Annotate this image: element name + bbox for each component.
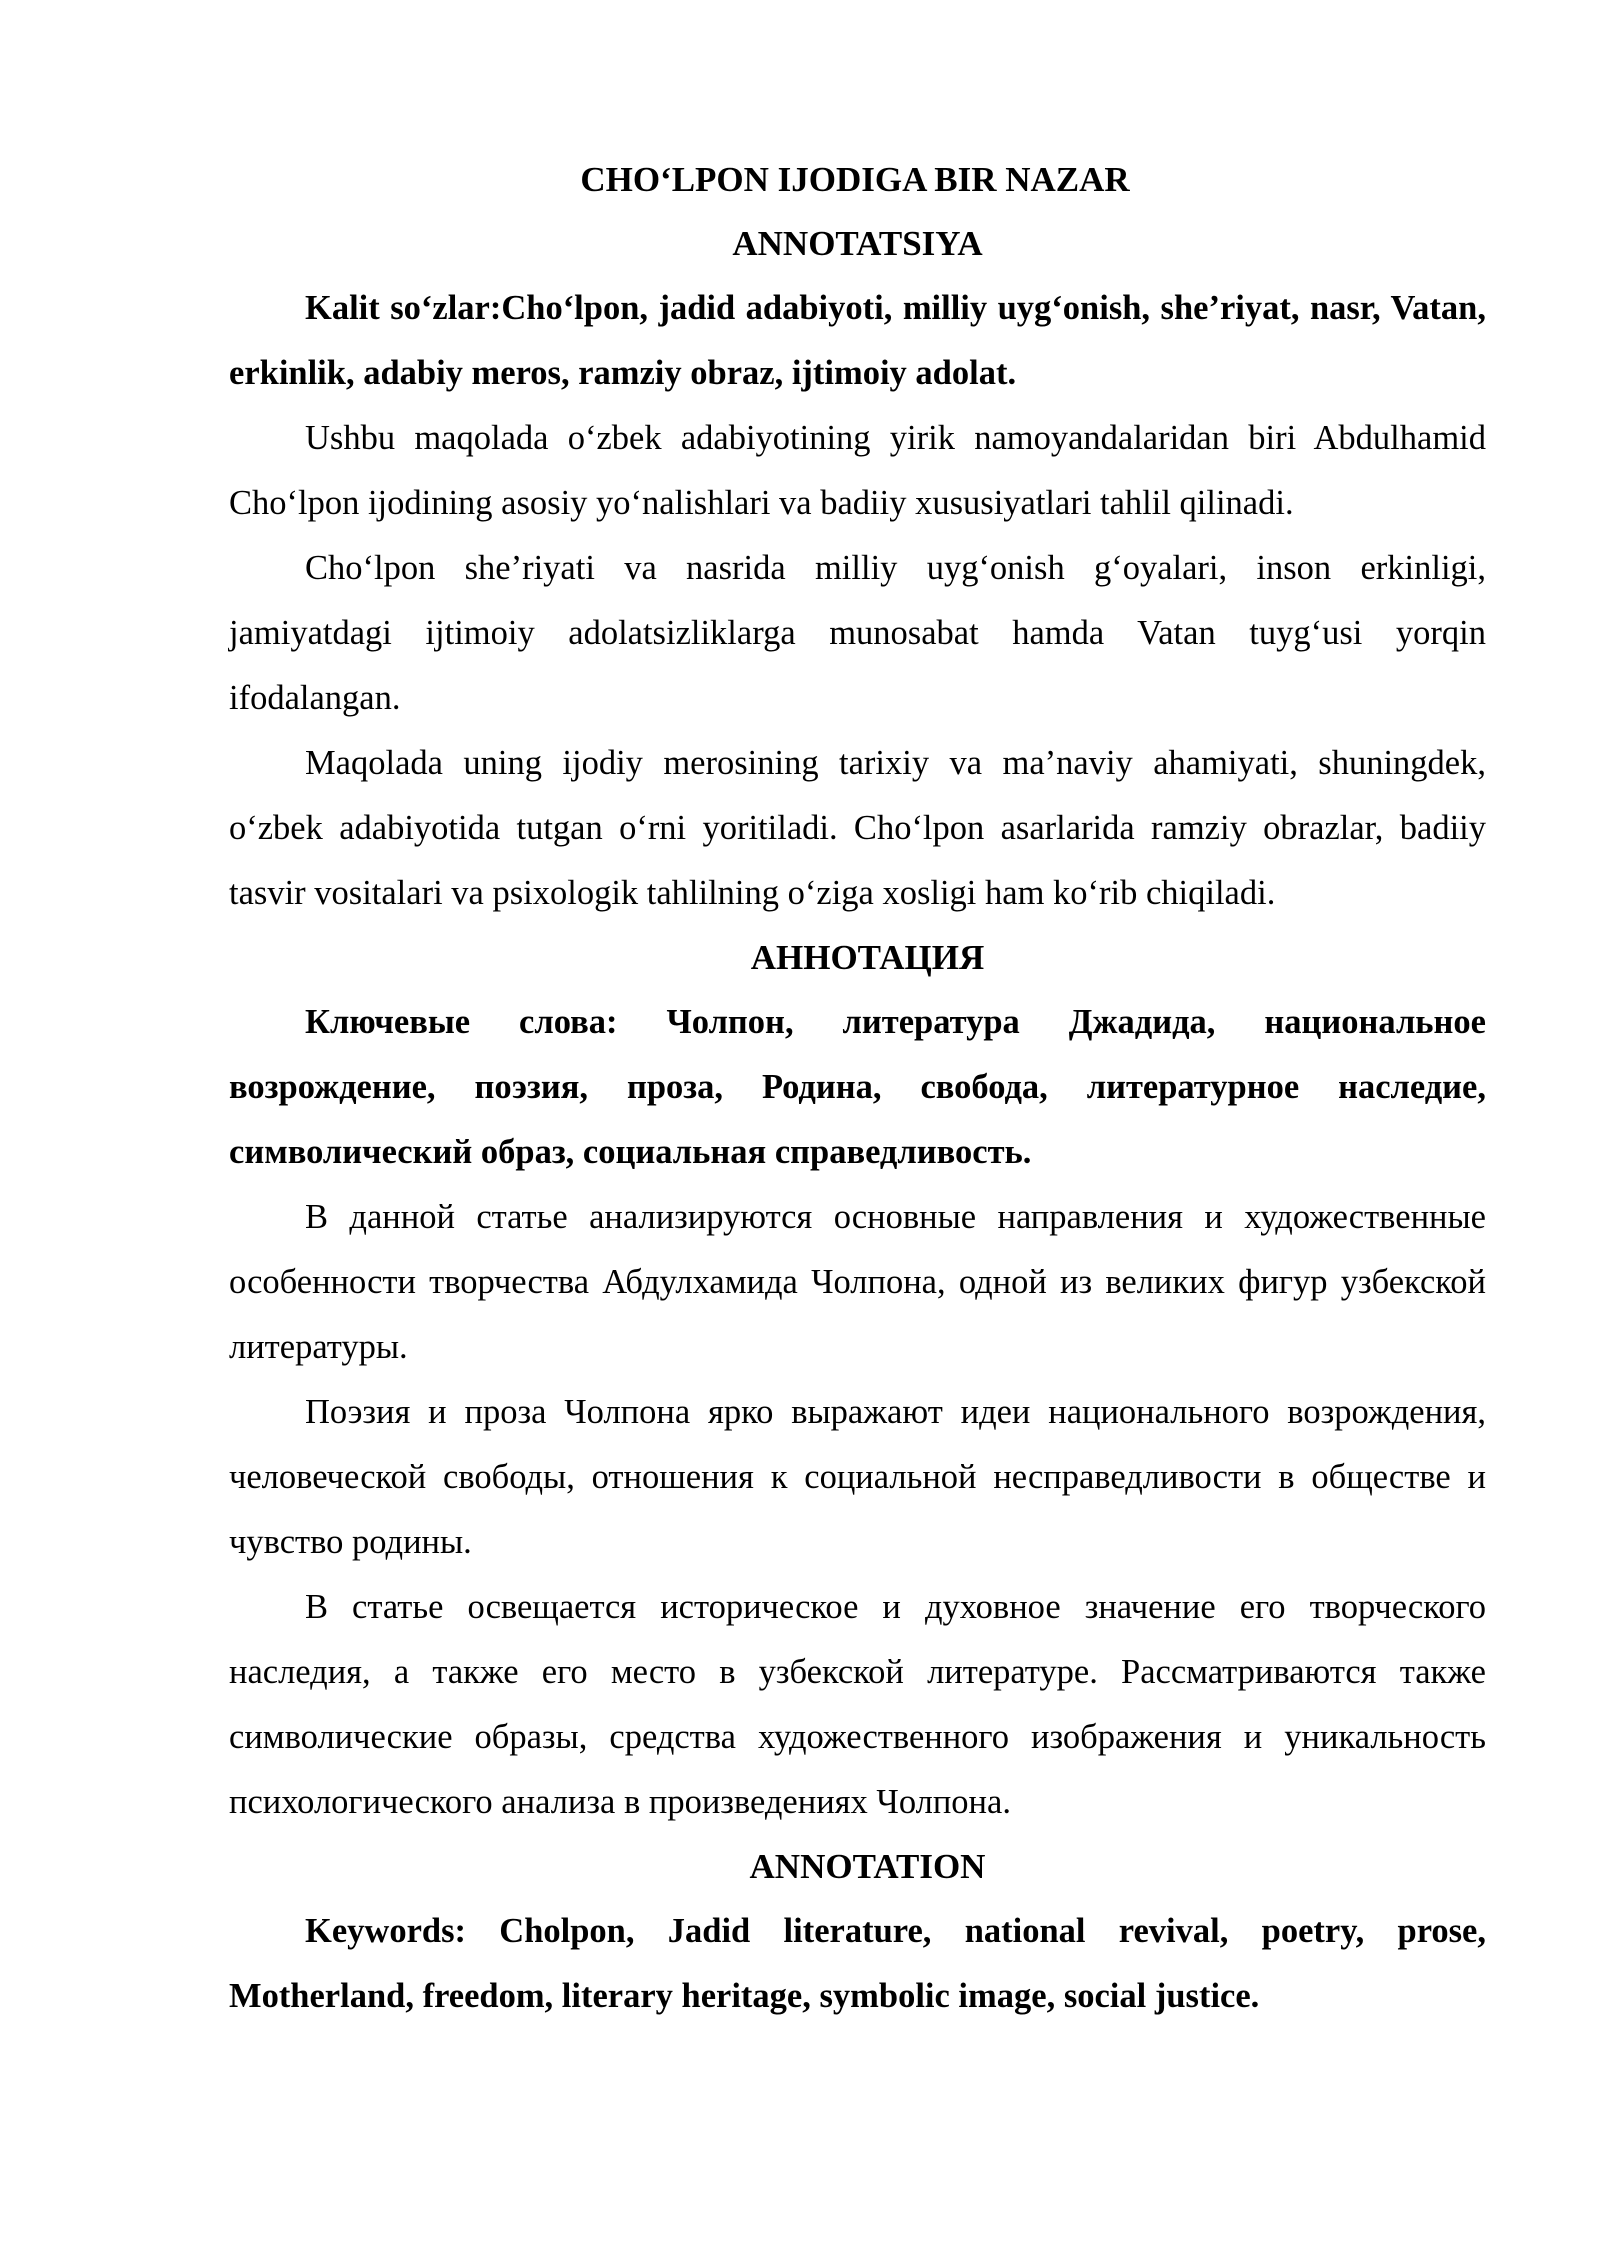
ru-paragraph-3: В статье освещается историческое и духовное значение его творческого наследия, а также его место в узбекской литературе. Рассматриваются также символические образы, средства художественного изображения и уникальность психологического анализа в произведениях Чолпона. xyxy=(229,1588,1486,1821)
ru-paragraph-2: Поэзия и проза Чолпона ярко выражают идеи национального возрождения, человеческой свободы, отношения к социальной несправедливости в обществе и чувство родины. xyxy=(229,1393,1486,1561)
uz-paragraph-1: Ushbu maqolada o‘zbek adabiyotining yirik namoyandalaridan biri Abdulhamid Cho‘lpon ijodining asosiy yo‘nalishlari va badiiy xususiyatlari tahlil qilinadi. xyxy=(229,419,1486,522)
ru-annotation-heading: АННОТАЦИЯ xyxy=(750,938,985,977)
uz-keywords: Kalit so‘zlar:Cho‘lpon, jadid adabiyoti, milliy uyg‘onish, she’riyat, nasr, Vatan, erkinlik, adabiy meros, ramziy obraz, ijtimoiy adolat. xyxy=(229,289,1486,392)
uz-annotation-heading: ANNOTATSIYA xyxy=(732,224,983,263)
uz-paragraph-3: Maqolada uning ijodiy merosining tarixiy va ma’naviy ahamiyati, shuningdek, o‘zbek adabiyotida tutgan o‘rni yoritiladi. Cho‘lpon asarlarida ramziy obrazlar, badiiy tasvir vositalari va psixologik tahlilning o‘ziga xosligi ham ko‘rib chiqiladi. xyxy=(229,744,1486,912)
page-title: CHO‘LPON IJODIGA BIR NAZAR xyxy=(580,160,1130,199)
en-keywords: Keywords: Cholpon, Jadid literature, national revival, poetry, prose, Motherland, freedom, literary heritage, symbolic image, social justice. xyxy=(229,1912,1486,2015)
ru-paragraph-1: В данной статье анализируются основные направления и художественные особенности творчества Абдулхамида Чолпона, одной из великих фигур узбекской литературы. xyxy=(229,1198,1486,1366)
en-annotation-heading: ANNOTATION xyxy=(749,1847,986,1886)
uz-paragraph-2: Cho‘lpon she’riyati va nasrida milliy uyg‘onish g‘oyalari, inson erkinligi, jamiyatdagi ijtimoiy adolatsizliklarga munosabat hamda Vatan tuyg‘usi yorqin ifodalangan. xyxy=(229,549,1486,717)
ru-keywords: Ключевые слова: Чолпон, литература Джадида, национальное возрождение, поэзия, проза, Родина, свобода, литературное наследие, символический образ, социальная справедливость. xyxy=(229,1003,1486,1171)
document-page xyxy=(229,148,1486,2029)
